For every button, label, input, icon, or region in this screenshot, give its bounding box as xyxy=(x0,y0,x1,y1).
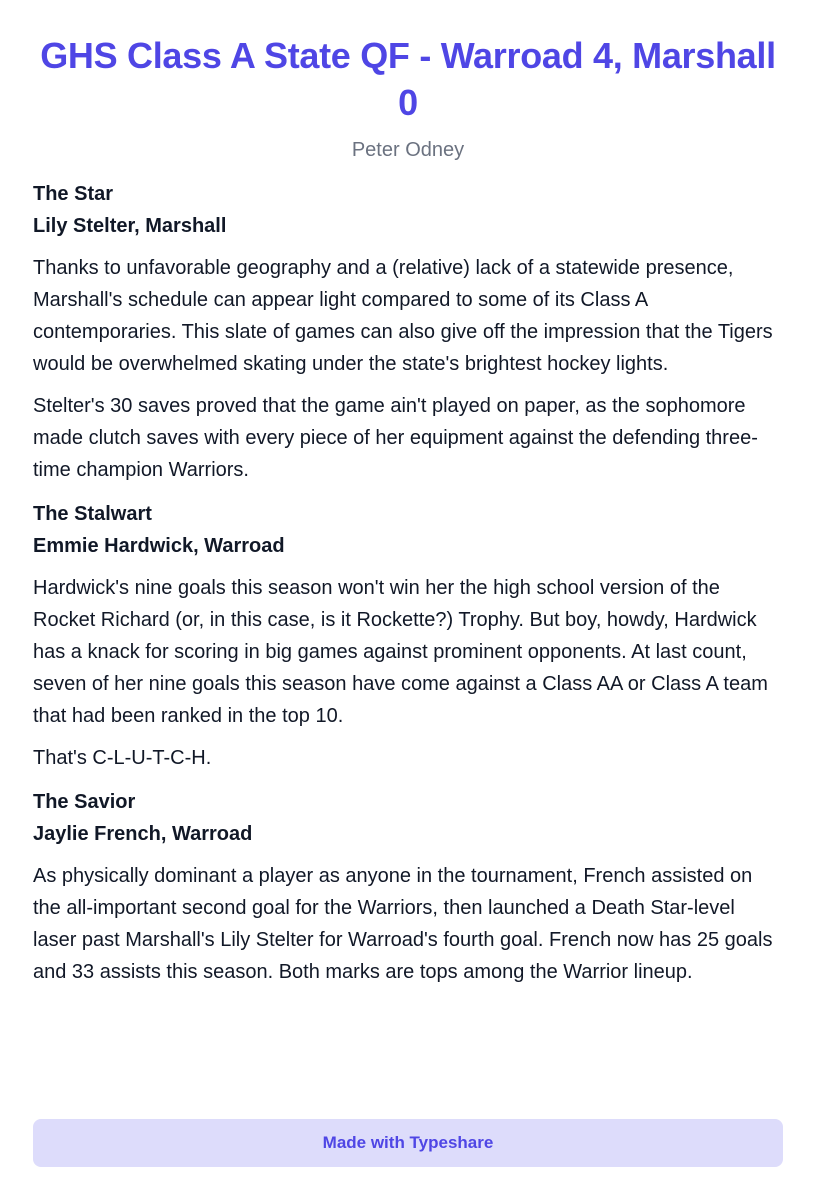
section-paragraph: That's C-L-U-T-C-H. xyxy=(33,747,212,769)
section-paragraph: As physically dominant a player as anyone in the tournament, French assisted on the all-important second goal for the Warriors, then launched a Death Star-level laser past Marshall's Lily Stelter for Warroad's fourth goal. French now has 25 goals and 33 assists this season. Both marks are tops among the Warrior lineup. xyxy=(33,865,773,983)
section-title: The Savior xyxy=(33,791,136,813)
section-title: The Stalwart xyxy=(33,503,152,525)
section-title: The Star xyxy=(33,183,114,205)
section-the-stalwart xyxy=(33,498,783,774)
article-title: GHS Class A State QF - Warroad 4, Marshall 0 xyxy=(40,35,776,123)
section-player: Lily Stelter, Marshall xyxy=(33,215,227,237)
section-player: Jaylie French, Warroad xyxy=(33,823,253,845)
section-paragraph: Stelter's 30 saves proved that the game ain't played on paper, as the sophomore made clutch saves with every piece of her equipment against the defending three-time champion Warriors. xyxy=(33,395,758,481)
section-player: Emmie Hardwick, Warroad xyxy=(33,535,285,557)
article-author: Peter Odney xyxy=(351,139,465,161)
section-paragraph: Thanks to unfavorable geography and a (relative) lack of a statewide presence, Marshall's schedule can appear light compared to some of its Class A contemporaries. This slate of games can also give off the impression that the Tigers would be overwhelmed skating under the state's brightest hockey lights. xyxy=(33,257,773,375)
section-the-star xyxy=(33,178,783,486)
made-with-typeshare-button[interactable]: Made with Typeshare xyxy=(33,1119,783,1167)
article-body xyxy=(33,178,783,988)
section-the-savior xyxy=(33,786,783,988)
section-paragraph: Hardwick's nine goals this season won't win her the high school version of the Rocket Richard (or, in this case, is it Rockette?) Trophy. But boy, howdy, Hardwick has a knack for scoring in big games against prominent opponents. At last count, seven of her nine goals this season have come against a Class AA or Class A team that had been ranked in the top 10. xyxy=(33,577,768,727)
